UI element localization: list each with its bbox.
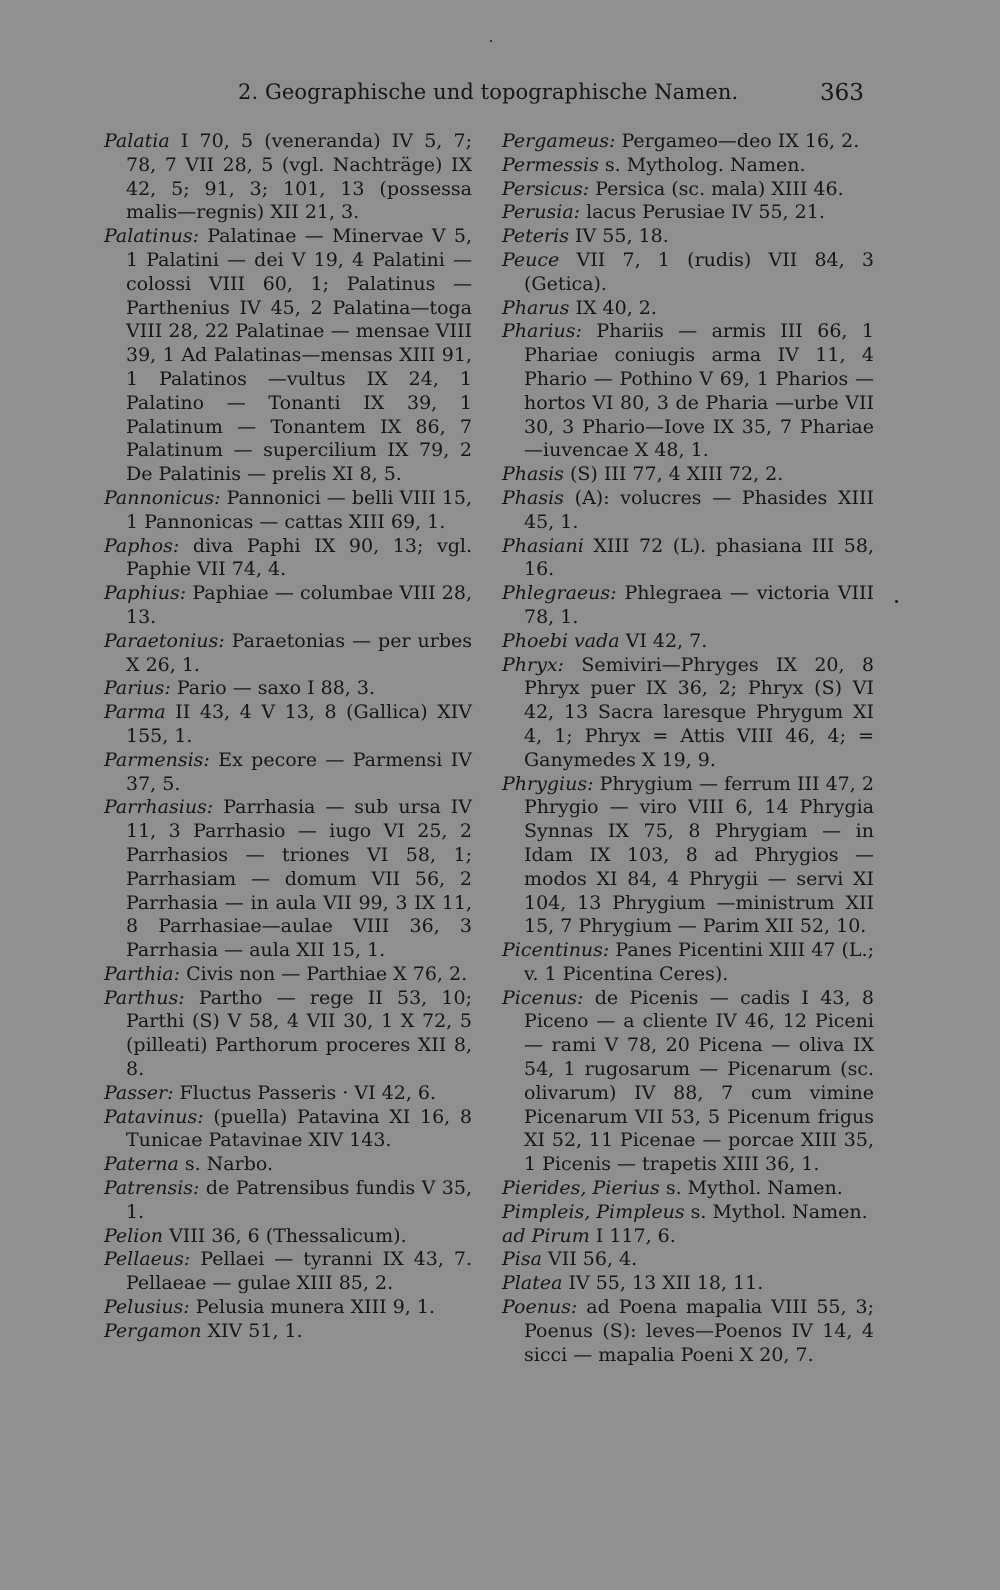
index-entry — [502, 1177, 874, 1201]
entry-references: Pergameo—deo IX 16, 2. — [621, 130, 860, 152]
entry-references: VII 56, 4. — [548, 1248, 638, 1271]
right-column — [502, 130, 874, 1367]
index-entry — [502, 130, 874, 154]
entry-references: XIV 51, 1. — [207, 1319, 303, 1342]
index-entry — [104, 677, 472, 701]
index-entry — [104, 130, 472, 225]
entry-headword: Pisa — [502, 1248, 542, 1271]
index-entry — [104, 630, 472, 678]
entry-references: II 43, 4 V 13, 8 (Gallica) XIV 155, 1. — [126, 701, 472, 747]
entry-references: Civis non — Parthiae X 76, 2. — [186, 962, 468, 985]
index-entry — [104, 1177, 472, 1225]
entry-headword: Parmensis: — [104, 748, 210, 771]
entry-references: Ex pecore — Parmensi IV 37, 5. — [126, 748, 472, 795]
entry-headword: Pharus — [502, 296, 570, 319]
entry-references: VIII 36, 6 (Thessalicum). — [169, 1224, 407, 1247]
entry-headword: Patrensis: — [104, 1177, 200, 1200]
entry-references: Panes Picentini XIII 47 (L.; v. 1 Picentina Ceres). — [524, 939, 874, 985]
left-column — [104, 130, 472, 1344]
entry-headword: Parthia: — [104, 962, 181, 985]
index-entry — [104, 1320, 472, 1344]
entry-references: Pelusia munera XIII 9, 1. — [195, 1296, 436, 1319]
entry-headword: Phasiani — [502, 534, 584, 557]
entry-headword: Persicus: — [502, 177, 590, 200]
entry-references: Pannonici — belli VIII 15, 1 Pannonicas — cattas XIII 69, 1. — [126, 486, 473, 533]
index-entry — [502, 582, 874, 630]
index-entry — [502, 630, 874, 654]
entry-headword: Parius: — [104, 677, 171, 700]
entry-headword: Picenus: — [502, 986, 584, 1009]
index-entry — [104, 1248, 472, 1296]
index-entry — [502, 225, 874, 249]
entry-references: s. Mytholog. Namen. — [604, 153, 806, 176]
entry-references: Phrygium — ferrum III 47, 2 Phrygio — viro VIII 6, 14 Phrygia Synnas IX 75, 8 Phrygiam — in Idam IX 103, 8 ad Phrygios — modos XI 84, 4 Phrygii — servi XI 104, 13 Phrygium —ministrum XII 15, 7 Phrygium — Parim XII 52, 10. — [524, 772, 875, 938]
entry-headword: Phasis — [502, 486, 564, 509]
index-entry — [502, 1296, 874, 1367]
entry-headword: Platea — [502, 1272, 563, 1295]
entry-headword: Pergamon — [104, 1319, 202, 1342]
entry-headword: Peuce — [502, 248, 560, 271]
entry-references: (A): volucres — Phasides XIII 45, 1. — [524, 486, 875, 533]
index-entry — [502, 201, 874, 225]
entry-references: Phlegraea — victoria VIII 78, 1. — [524, 582, 875, 628]
entry-headword: Patavinus: — [104, 1105, 204, 1128]
print-speck — [490, 40, 492, 42]
entry-references: Phariis — armis III 66, 1 Phariae coniugis arma IV 11, 4 Phario — Pothino V 69, 1 Pharios — hortos VI 80, 3 de Pharia —urbe VII 30, 3 Phario—Iove IX 35, 7 Phariae—iuvencae X 48, 1. — [524, 320, 874, 462]
entry-headword: Pimpleis, Pimpleus — [502, 1200, 685, 1223]
entry-headword: Paphos: — [104, 534, 180, 557]
index-entry — [104, 582, 472, 630]
index-entry — [104, 487, 472, 535]
entry-headword: Phrygius: — [502, 772, 594, 795]
index-entry — [502, 535, 874, 583]
index-entry — [104, 1225, 472, 1249]
entry-headword: ad Pirum — [502, 1224, 590, 1247]
entry-headword: Paphius: — [104, 582, 187, 605]
entry-headword: Parrhasius: — [104, 796, 214, 819]
entry-references: Fluctus Passeris · VI 42, 6. — [179, 1081, 437, 1104]
index-entry — [502, 249, 874, 297]
index-entry — [104, 535, 472, 583]
entry-headword: Phoebi vada — [502, 629, 620, 652]
entry-references: (puella) Patavina XI 16, 8 Tunicae Patavinae XIV 143. — [126, 1105, 472, 1152]
entry-headword: Paterna — [104, 1153, 179, 1176]
entry-references: IV 55, 18. — [575, 225, 669, 248]
entry-references: Persica (sc. mala) XIII 46. — [595, 177, 844, 200]
entry-headword: Permessis — [502, 153, 599, 176]
index-entry — [502, 1225, 874, 1249]
index-entry — [502, 463, 874, 487]
index-entry — [502, 297, 874, 321]
entry-references: s. Mythol. Namen. — [690, 1200, 868, 1223]
entry-references: IV 55, 13 XII 18, 11. — [568, 1272, 764, 1295]
index-entry — [104, 1296, 472, 1320]
index-entry — [502, 178, 874, 202]
index-entry — [104, 1153, 472, 1177]
entry-references: Paraetonias — per urbes X 26, 1. — [126, 629, 473, 676]
index-entry — [104, 1082, 472, 1106]
running-title: 2. Geographische und topographische Namen. — [238, 80, 739, 104]
entry-references: (S) III 77, 4 XIII 72, 2. — [569, 463, 784, 486]
entry-headword: Passer: — [104, 1081, 174, 1104]
index-entry — [502, 987, 874, 1177]
index-entry — [104, 225, 472, 487]
entry-references: VI 42, 7. — [625, 629, 708, 652]
entry-headword: Parthus: — [104, 986, 185, 1009]
entry-headword: Phasis — [502, 463, 564, 486]
entry-headword: Parma — [104, 701, 166, 724]
index-entry — [502, 939, 874, 987]
entry-headword: Pierides, Pierius — [502, 1177, 660, 1200]
entry-references: Pellaei — tyranni IX 43, 7. Pellaeae — gulae XIII 85, 2. — [126, 1248, 472, 1295]
running-header — [0, 76, 1000, 116]
entry-headword: Palatinus: — [104, 225, 199, 248]
entry-references: XIII 72 (L). phasiana III 58, 16. — [524, 534, 875, 581]
entry-headword: Palatia — [104, 130, 170, 152]
entry-headword: Paraetonius: — [104, 629, 225, 652]
entry-headword: Peteris — [502, 225, 569, 248]
entry-references: Parrhasia — sub ursa IV 11, 3 Parrhasio — iugo VI 25, 2 Parrhasios — triones VI 58, 1; Parrhasiam — domum VII 56, 2 Parrhasia — in aula VII 99, 3 IX 11, 8 Parrhasiae—aulae VIII 36, 3 Parrhasia — aula XII 15, 1. — [126, 796, 473, 962]
entry-references: lacus Perusiae IV 55, 21. — [586, 201, 825, 224]
entry-headword: Pelusius: — [104, 1296, 190, 1319]
index-entry — [104, 749, 472, 797]
index-entry — [502, 154, 874, 178]
entry-headword: Pelion — [104, 1224, 164, 1247]
entry-references: ad Poena mapalia VIII 55, 3; Poenus (S): leves—Poenos IV 14, 4 sicci — mapalia Poeni X 20, 7. — [524, 1296, 874, 1366]
index-entry — [104, 1106, 472, 1154]
index-entry — [104, 963, 472, 987]
entry-headword: Perusia: — [502, 201, 581, 224]
index-entry — [502, 1201, 874, 1225]
index-entry — [502, 654, 874, 773]
entry-headword: Phlegraeus: — [502, 582, 617, 605]
entry-headword: Phryx: — [502, 653, 564, 676]
entry-headword: Picentinus: — [502, 939, 610, 962]
entry-references: I 70, 5 (veneranda) IV 5, 7; 78, 7 VII 28, 5 (vgl. Nachträge) IX 42, 5; 91, 3; 101, 13 (possessa malis—regnis) XII 21, 3. — [126, 130, 472, 224]
entry-headword: Pellaeus: — [104, 1248, 191, 1271]
entry-references: de Picenis — cadis I 43, 8 Piceno — a cliente IV 46, 12 Piceni — rami V 78, 20 Picena — oliva IX 54, 1 rugosarum — Picenarum (sc. olivarum) IV 88, 7 cum vimine Picenarum VII 53, 5 Picenum frigus XI 52, 11 Picenae — porcae XIII 35, 1 Picenis — trapetis XIII 36, 1. — [524, 986, 874, 1176]
index-entry — [104, 701, 472, 749]
entry-references: IX 40, 2. — [575, 296, 657, 319]
entry-references: Paphiae — columbae VIII 28, 13. — [126, 582, 473, 628]
entry-references: Palatinae — Minervae V 5, 1 Palatini — dei V 19, 4 Palatini — colossi VIII 60, 1; Palatinus — Parthenius IV 45, 2 Palatina—toga VIII 28, 22 Palatinae — mensae VIII 39, 1 Ad Palatinas—mensas XIII 91, 1 Palatinos —vultus IX 24, 1 Palatino — Tonanti IX 39, 1 Palatinum — Tonantem IX 86, 7 Palatinum — supercilium IX 79, 2 De Palatinis — prelis XI 8, 5. — [126, 225, 472, 486]
entry-references: de Patrensibus fundis V 35, 1. — [126, 1177, 473, 1223]
index-entry — [502, 773, 874, 940]
index-entry — [104, 987, 472, 1082]
print-speck — [895, 600, 898, 603]
entry-references: I 117, 6. — [595, 1224, 676, 1247]
entry-headword: Pharius: — [502, 320, 582, 343]
page-number: 363 — [820, 80, 864, 106]
entry-references: diva Paphi IX 90, 13; vgl. Paphie VII 74, 4. — [126, 534, 472, 581]
entry-references: s. Narbo. — [184, 1153, 274, 1176]
index-entry — [502, 1248, 874, 1272]
entry-headword: Pannonicus: — [104, 486, 221, 509]
entry-references: Semiviri—Phryges IX 20, 8 Phryx puer IX 36, 2; Phryx (S) VI 42, 13 Sacra laresque Phrygum XI 4, 1; Phryx = Attis VIII 46, 4; = Ganymedes X 19, 9. — [524, 653, 874, 771]
entry-headword: Poenus: — [502, 1296, 578, 1319]
entry-references: Partho — rege II 53, 10; Parthi (S) V 58, 4 VII 30, 1 X 72, 5 (pilleati) Parthorum proceres XII 8, 8. — [126, 986, 472, 1081]
entry-references: Pario — saxo I 88, 3. — [176, 677, 375, 700]
index-entry — [502, 487, 874, 535]
index-entry — [104, 796, 472, 963]
index-entry — [502, 1272, 874, 1296]
index-entry — [502, 320, 874, 463]
entry-headword: Pergameus: — [502, 130, 616, 152]
entry-references: VII 7, 1 (rudis) VII 84, 3 (Getica). — [524, 248, 874, 295]
entry-references: s. Mythol. Namen. — [665, 1177, 843, 1200]
